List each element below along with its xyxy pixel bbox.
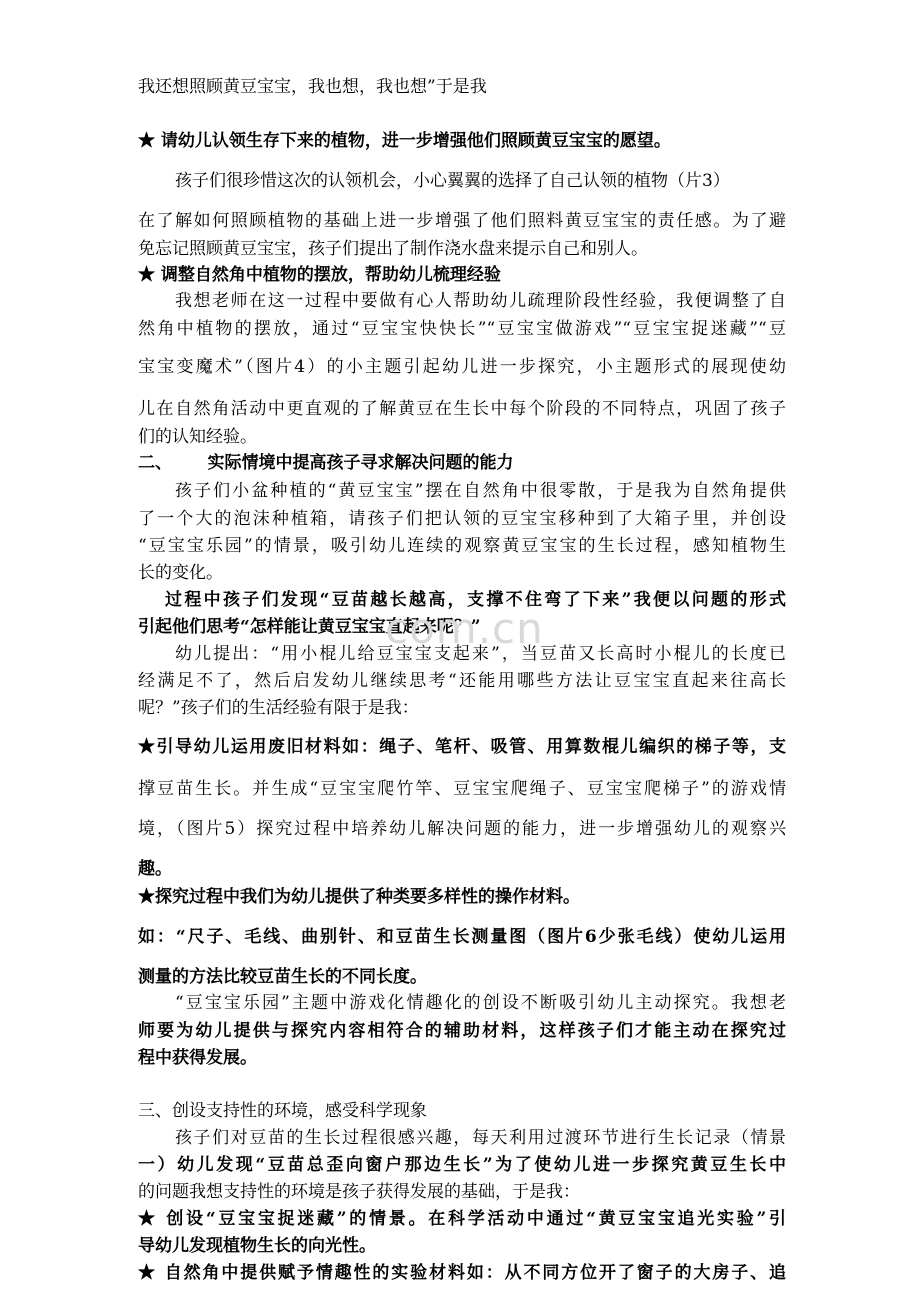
text-line: 的问题我想支持性的环境是孩子获得发展的基础，于是我： (138, 1182, 580, 1202)
text-line: “豆宝宝乐园”的情景，吸引幼儿连续的观察黄豆宝宝的生长过程，感知植物生 (138, 536, 786, 556)
text-line: 了一个大的泡沫种植箱，请孩子们把认领的豆宝宝移种到了大箱子里，并创设 (138, 509, 786, 529)
text-line: 们的认知经验。 (138, 427, 257, 447)
text-line: 导幼儿发现植物生长的向光性。 (138, 1236, 376, 1256)
star-heading: ★探究过程中我们为幼儿提供了种类要多样性的操作材料。 (138, 887, 580, 907)
star-heading: ★ 调整自然角中植物的摆放，帮助幼儿梳理经验 (138, 265, 501, 285)
text-line: 孩子们小盆种植的“黄豆宝宝”摆在自然角中很零散，于是我为自然角提供 (175, 481, 786, 501)
text-line: 儿在自然角活动中更直观的了解黄豆在生长中每个阶段的不同特点，巩固了孩子 (138, 399, 786, 419)
text-line: 然角中植物的摆放，通过“豆宝宝快快长”“豆宝宝做游戏”“豆宝宝捉迷藏”“豆 (138, 319, 786, 339)
star-heading: ★ 请幼儿认领生存下来的植物，进一步增强他们照顾黄豆宝宝的愿望。 (138, 131, 671, 151)
text-line: 过程中孩子们发现“豆苗越长越高，支撑不住弯了下来”我便以问题的形式 (165, 590, 786, 610)
text-line: 长的变化。 (138, 563, 223, 583)
text-line: 一）幼儿发现“豆苗总歪向窗户那边生长”为了使幼儿进一步探究黄豆生长中 (138, 1155, 786, 1175)
text-line: 程中获得发展。 (138, 1048, 257, 1068)
star-heading: ★ 创设“豆宝宝捉迷藏”的情景。在科学活动中通过“黄豆宝宝追光实验”引 (138, 1209, 786, 1229)
text-line: 趣。 (138, 859, 172, 879)
text-line: 幼儿提出：“用小棍儿给豆宝宝支起来”，当豆苗又长高时小棍儿的长度已 (175, 644, 786, 664)
text-line: “豆宝宝乐园”主题中游戏化情趣化的创设不断吸引幼儿主动探究。我想老 (175, 993, 786, 1013)
text-line: 宝宝变魔术”（图片4）的小主题引起幼儿进一步探究，小主题形式的展现使幼 (138, 357, 786, 377)
watermark: com.cn (385, 604, 544, 653)
text-line: 境，（图片5）探究过程中培养幼儿解决问题的能力，进一步增强幼儿的观察兴 (138, 819, 786, 839)
text-line: 师要为幼儿提供与探究内容相符合的辅助材料，这样孩子们才能主动在探究过 (138, 1021, 786, 1041)
text-line: 免忘记照顾黄豆宝宝，孩子们提出了制作浇水盘来提示自己和别人。 (138, 239, 648, 259)
text-line: 我还想照顾黄豆宝宝，我也想，我也想”于是我 (138, 77, 487, 97)
text-line: 引起他们思考“怎样能让黄豆宝宝直起来呢？” (138, 617, 481, 637)
text-line: 测量的方法比较豆苗生长的不同长度。 (138, 967, 427, 987)
star-heading: ★ 自然角中提供赋予情趣性的实验材料如：从不同方位开了窗子的大房子、追 (138, 1263, 786, 1283)
text-line: 如：“尺子、毛线、曲别针、和豆苗生长测量图（图片6少张毛线）使幼儿运用 (138, 927, 786, 947)
text-line: 孩子们很珍惜这次的认领机会，小心翼翼的选择了自己认领的植物（片3） (175, 171, 730, 191)
text-line: 撑豆苗生长。并生成“豆宝宝爬竹竿、豆宝宝爬绳子、豆宝宝爬梯子”的游戏情 (138, 779, 786, 799)
text-line: 经满足不了，然后启发幼儿继续思考“还能用哪些方法让豆宝宝直起来往高长 (138, 671, 786, 691)
star-heading: ★引导幼儿运用废旧材料如：绳子、笔杆、吸管、用算数棍儿编织的梯子等，支 (138, 737, 786, 757)
text-line: 在了解如何照顾植物的基础上进一步增强了他们照料黄豆宝宝的责任感。为了避 (138, 211, 786, 231)
section-heading: 三、创设支持性的环境，感受科学现象 (138, 1101, 427, 1121)
section-heading: 二、 实际情境中提高孩子寻求解决问题的能力 (138, 453, 514, 473)
text-line: 我想老师在这一过程中要做有心人帮助幼儿疏理阶段性经验，我便调整了自 (175, 291, 786, 311)
text-line: 孩子们对豆苗的生长过程很感兴趣，每天利用过渡环节进行生长记录（情景 (175, 1128, 786, 1148)
text-line: 呢？”孩子们的生活经验有限于是我： (138, 698, 419, 718)
